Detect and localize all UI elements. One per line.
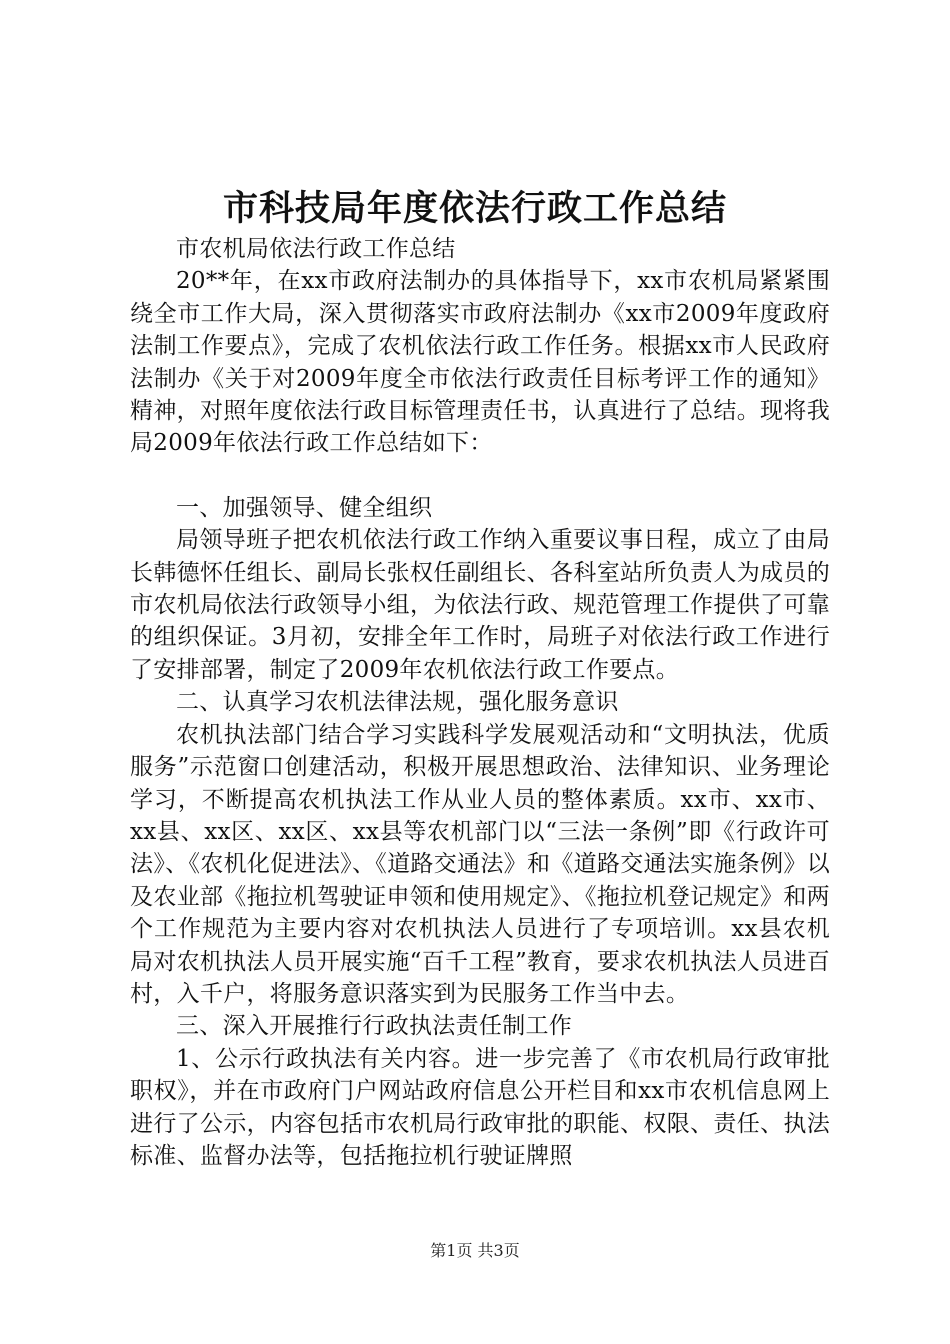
paragraph-subtitle: 市农机局依法行政工作总结 xyxy=(176,236,456,262)
paragraph-section-1: 局领导班子把农机依法行政工作纳入重要议事日程，成立了由局长韩德怀任组长、副局长张权任副组长、各科室站所负责人为成员的市农机局依法行政领导小组，为依法行政、规范管理工作提供了可靠的组织保证。3月初，安排全年工作时，局班子对依法行政工作进行了安排部署，制定了2009年农机依法行政工作要点。 xyxy=(130,527,830,683)
section-heading-1: 一、加强领导、健全组织 xyxy=(176,494,433,521)
document-body xyxy=(130,233,830,1172)
document-title: 市科技局年度依法行政工作总结 xyxy=(222,189,727,229)
paragraph-section-3-item-1: 1、公示行政执法有关内容。进一步完善了《市农机局行政审批职权》，并在市政府门户网站政府信息公开栏目和xx市农机信息网上进行了公示，内容包括市农机局行政审批的职能、权限、责任、执法标准、监督办法等，包括拖拉机行驶证牌照 xyxy=(130,1045,830,1169)
paragraph-intro: 20**年，在xx市政府法制办的具体指导下，xx市农机局紧紧围绕全市工作大局，深入贯彻落实市政府法制办《xx市2009年度政府法制工作要点》，完成了农机依法行政工作任务。根据xx市人民政府法制办《关于对2009年度全市依法行政责任目标考评工作的通知》精神，对照年度依法行政目标管理责任书，认真进行了总结。现将我局2009年依法行政工作总结如下： xyxy=(130,268,830,457)
paragraph-section-2: 农机执法部门结合学习实践科学发展观活动和“文明执法，优质服务”示范窗口创建活动，积极开展思想政治、法律知识、业务理论学习，不断提高农机执法工作从业人员的整体素质。xx市、xx市、xx县、xx区、xx区、xx县等农机部门以“三法一条例”即《行政许可法》、《农机化促进法》、《道路交通法》和《道路交通法实施条例》以及农业部《拖拉机驾驶证申领和使用规定》、《拖拉机登记规定》和两个工作规范为主要内容对农机执法人员进行了专项培训。xx县农机局对农机执法人员开展实施“百千工程”教育，要求农机执法人员进百村，入千户，将服务意识落实到为民服务工作当中去。 xyxy=(130,721,830,1007)
section-heading-3: 三、深入开展推行行政执法责任制工作 xyxy=(176,1013,573,1040)
page-number-footer: 第1页 共3页 xyxy=(430,1241,520,1260)
section-heading-2: 二、认真学习农机法律法规，强化服务意识 xyxy=(176,689,619,716)
